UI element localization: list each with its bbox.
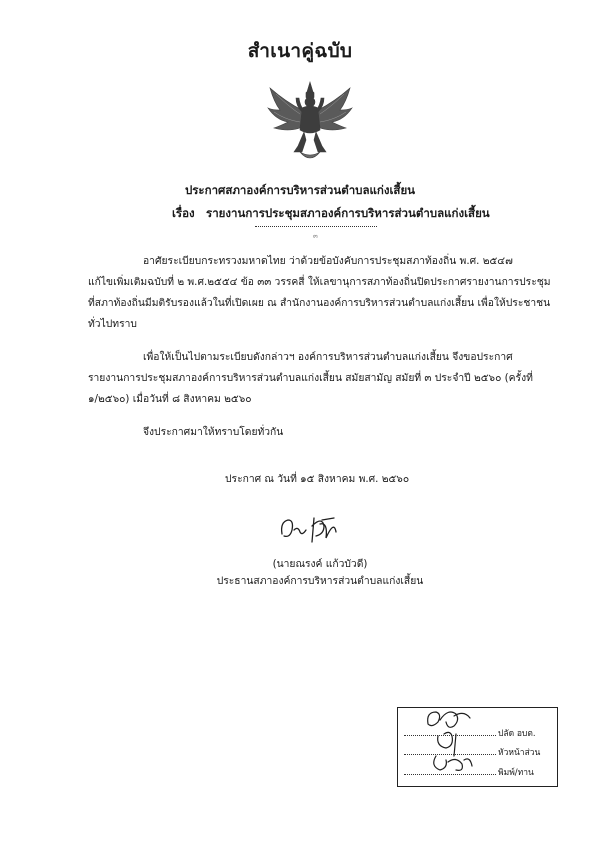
- closing-line: จึงประกาศมาให้ทราบโดยทั่วกัน: [143, 426, 284, 438]
- small-mark: ๓: [313, 232, 318, 240]
- date-line: ประกาศ ณ วันที่ ๑๕ สิงหาคม พ.ศ. ๒๕๖๐: [225, 473, 410, 485]
- announcement-title: ประกาศสภาองค์การบริหารส่วนตำบลแก่งเสี้ยน: [184, 183, 416, 197]
- garuda-emblem-icon: [266, 80, 354, 166]
- approval-row-label: หัวหน้าส่วน: [498, 748, 541, 758]
- subject-line: [172, 205, 490, 223]
- para1-line-4: ทั่วไปทราบ: [88, 318, 137, 330]
- signer-name: (นายณรงค์ แก้วบัวดี): [272, 558, 368, 570]
- signature-icon: [278, 512, 358, 550]
- approval-row-label: พิมพ์/ทาน: [498, 768, 534, 778]
- para1-line-2: แก้ไขเพิ่มเติมฉบับที่ ๒ พ.ศ.๒๕๕๔ ข้อ ๓๓ วรรคสี่ ให้เลขานุการสภาท้องถิ่นปิดประกาศรายงานการประชุม: [88, 276, 551, 288]
- handwritten-initials-icon: [408, 706, 508, 776]
- para2-line-3: ๑/๒๕๖๐) เมื่อวันที่ ๘ สิงหาคม ๒๕๖๐: [88, 393, 252, 405]
- para2-line-2: รายงานการประชุมสภาองค์การบริหารส่วนตำบลแก่งเสี้ยน สมัยสามัญ สมัยที่ ๓ ประจำปี ๒๕๖๐ (ครั้งที่: [88, 372, 533, 384]
- para1-line-3: ที่สภาท้องถิ่นมีมติรับรองแล้วในที่เปิดเผย ณ สำนักงานองค์การบริหารส่วนตำบลแก่งเสี้ยน เพื่อให้ประชาชน: [88, 297, 551, 309]
- subject-label: เรื่อง: [172, 206, 195, 220]
- copy-header-title: สำเนาคู่ฉบับ: [247, 40, 353, 62]
- signer-position: ประธานสภาองค์การบริหารส่วนตำบลแก่งเสี้ยน: [216, 575, 424, 587]
- subject-text: รายงานการประชุมสภาองค์การบริหารส่วนตำบลแก่งเสี้ยน: [206, 206, 490, 220]
- approval-row-label: ปลัด อบต.: [498, 729, 536, 739]
- dotted-divider: [255, 226, 377, 227]
- para1-line-1: อาศัยระเบียบกระทรวงมหาดไทย ว่าด้วยข้อบังคับการประชุมสภาท้องถิ่น พ.ศ. ๒๕๔๗: [143, 255, 513, 267]
- para2-line-1: เพื่อให้เป็นไปตามระเบียบดังกล่าวฯ องค์การบริหารส่วนตำบลแก่งเสี้ยน จึงขอประกาศ: [143, 351, 513, 363]
